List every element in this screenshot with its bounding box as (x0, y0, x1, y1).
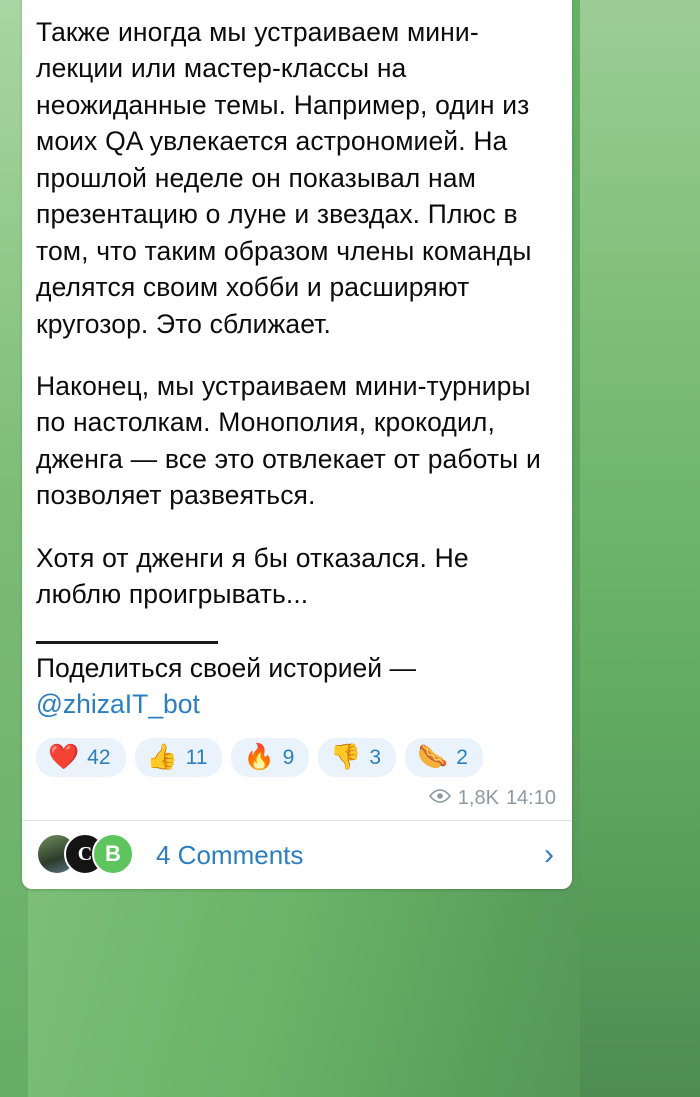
reaction-count: 9 (282, 745, 295, 769)
background-right-gradient (580, 0, 700, 1097)
thumbs-up-icon: 👍 (146, 743, 178, 772)
thumbs-down-icon: 👎 (330, 743, 362, 772)
chevron-right-icon[interactable]: › (544, 838, 554, 872)
heart-icon: ❤️ (48, 743, 80, 772)
reaction-count: 3 (369, 745, 382, 769)
hotdog-icon: 🌭 (417, 743, 449, 772)
eye-icon (429, 789, 451, 808)
message-text-body (22, 0, 572, 722)
comments-label[interactable]: 4 Comments (156, 839, 304, 870)
reaction-heart[interactable] (36, 738, 126, 777)
reaction-count: 2 (456, 745, 468, 769)
reaction-count: 11 (185, 745, 208, 769)
message-divider (36, 641, 218, 644)
message-time: 14:10 (505, 787, 556, 810)
reaction-hotdog[interactable] (405, 738, 483, 777)
reactions-bar (22, 722, 572, 783)
bot-mention-link[interactable]: @zhizaIT_bot (36, 688, 200, 719)
message-bubble[interactable] (22, 0, 572, 889)
reaction-thumbs-up[interactable] (135, 738, 223, 777)
comments-bar[interactable] (22, 820, 572, 889)
avatar-initial: C (77, 842, 93, 865)
reaction-count: 42 (87, 745, 111, 769)
message-paragraph: Хотя от дженги я бы отказался. Не люблю проигрывать... (36, 542, 469, 610)
avatar (92, 833, 134, 875)
message-paragraph: Наконец, мы устраиваем мини-турниры по настолкам. Монополия, крокодил, дженга — все это отвлекает от работы и позволяет развеяться. (36, 370, 541, 511)
commenter-avatars (36, 833, 144, 877)
avatar-initial: В (105, 841, 121, 867)
fire-icon: 🔥 (243, 743, 275, 772)
footer-prompt: Поделиться своей историей — (36, 652, 416, 683)
view-count: 1,8K (457, 787, 499, 810)
reaction-fire[interactable] (231, 738, 309, 777)
message-paragraph: Также иногда мы устраиваем мини-лекции или мастер-классы на неожиданные темы. Например, один из моих QA увлекается астрономией. На прошлой неделе он показывал нам презентацию о луне и звездах. Плюс в том, что таким образом члены команды делятся своим хобби и расширяют кругозор. Это сближает. (36, 17, 532, 339)
reaction-thumbs-down[interactable] (318, 738, 396, 777)
message-meta (22, 783, 572, 820)
